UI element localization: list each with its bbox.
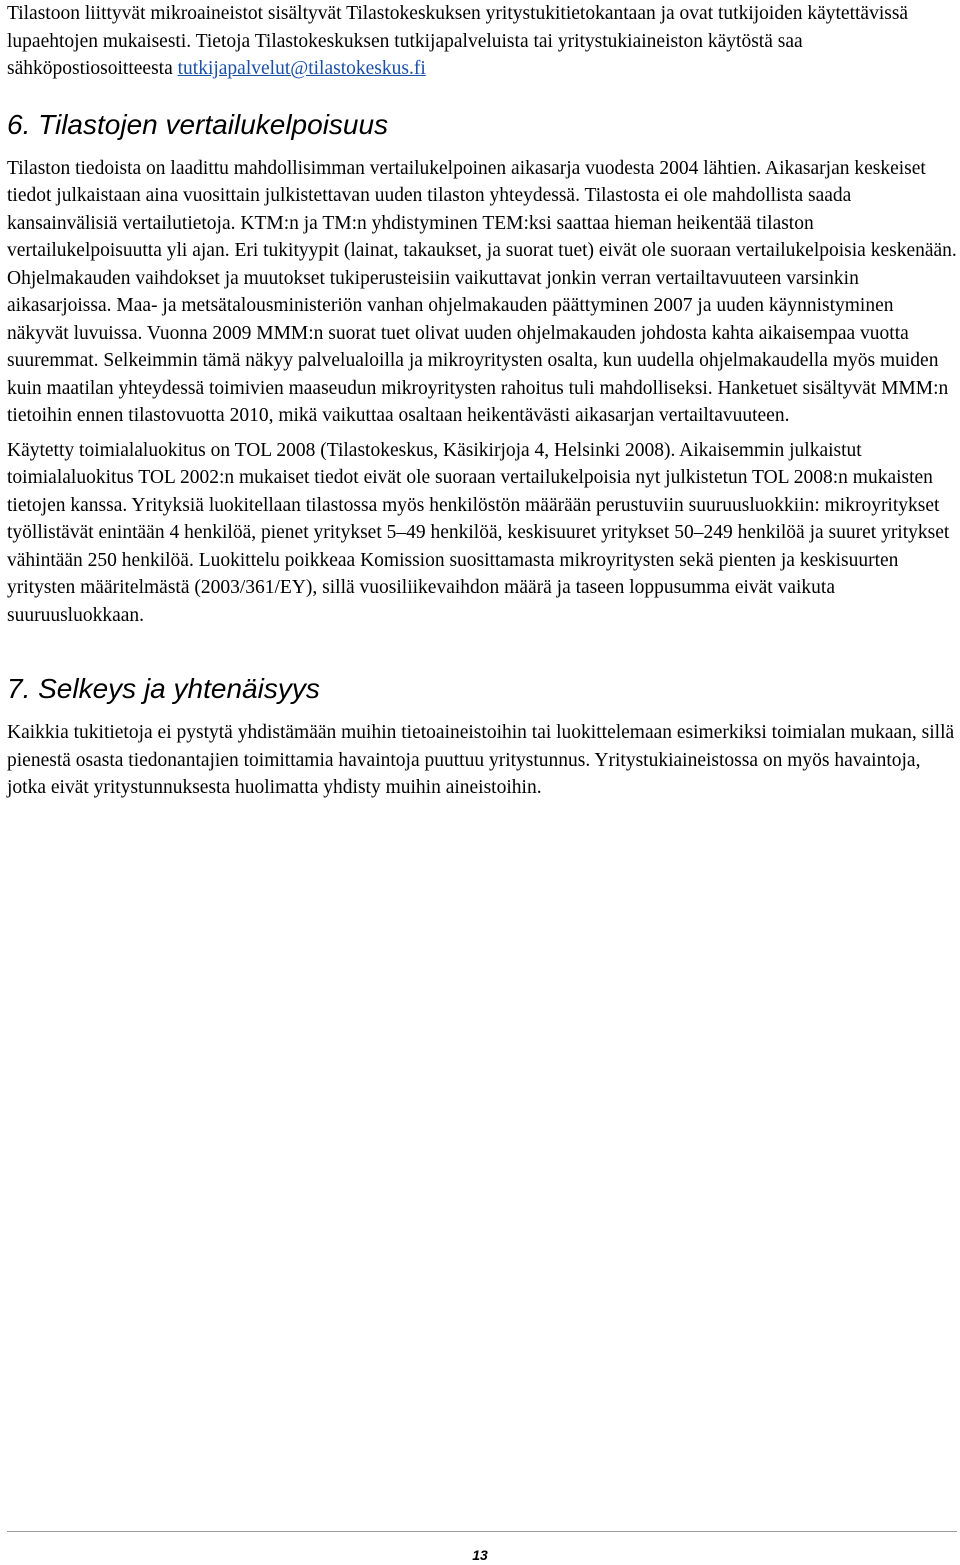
document-page [7,0,957,802]
footer-divider [7,1531,957,1532]
section-6-paragraph-2: Käytetty toimialaluokitus on TOL 2008 (Tilastokeskus, Käsikirjoja 4, Helsinki 2008). Aikaisemmin julkaistut toimialaluokitus TOL 2002:n mukaiset tiedot eivät ole suoraan vertailukelpoisia nyt julkistetun TOL 2008:n mukaisten tietojen kanssa. Yrityksiä luokitellaan tilastossa myös henkilöstön määrään perustuviin suuruusluokkiin: mikroyritykset työllistävät enintään 4 henkilöä, pienet yritykset 5–49 henkilöä, keskisuuret yritykset 50–249 henkilöä ja suuret yritykset vähintään 250 henkilöä. Luokittelu poikkeaa Komission suosittamasta mikroyritysten sekä pienten ja keskisuurten yritysten määritelmästä (2003/361/EY), sillä vuosiliikevaihdon määrä ja taseen loppusumma eivät vaikuta suuruusluokkaan. [7,439,950,626]
page-number: 13 [472,1547,488,1563]
section-7-paragraph-1: Kaikkia tukitietoja ei pystytä yhdistämään muihin tietoaineistoihin tai luokittelemaan esimerkiksi toimialan mukaan, sillä pienestä osasta tiedonantajien toimittamia havaintoja puuttuu yritystunnus. Yritystukiaineistossa on myös havaintoja, jotka eivät yritystunnuksesta huolimatta yhdisty muihin aineistoihin. [7,722,955,798]
intro-text: Tilastoon liittyvät mikroaineistot sisältyvät Tilastokeskuksen yritystukitietokantaan ja ovat tutkijoiden käytettävissä lupaehtojen mukaisesti. Tietoja Tilastokeskuksen tutkijapalveluista tai yritystukiaineiston käytöstä saa sähköpostiosoitteesta [7,3,909,79]
section-7-heading: 7. Selkeys ja yhtenäisyys [7,673,320,704]
intro-paragraph [7,0,957,83]
section-6-paragraph-1: Tilaston tiedoista on laadittu mahdollisimman vertailukelpoinen aikasarja vuodesta 2004 lähtien. Aikasarjan keskeiset tiedot julkaistaan aina vuosittain julkistettavan uuden tilaston yhteydessä. Tilastosta ei ole mahdollista saada kansainvälisiä vertailutietoja. KTM:n ja TM:n yhdistyminen TEM:ksi saattaa hieman heikentää tilaston vertailukelpoisuutta yli ajan. Eri tukityypit (lainat, takaukset, ja suorat tuet) eivät ole suoraan vertailukelpoisia keskenään. Ohjelmakauden vaihdokset ja muutokset tukiperusteisiin vaikuttavat jonkin verran vertailtavuuteen varsinkin aikasarjoissa. Maa- ja metsätalousministeriön vanhan ohjelmakauden päättyminen 2007 ja uuden käynnistyminen näkyvät luvuissa. Vuonna 2009 MMM:n suorat tuet olivat uuden ohjelmakauden johdosta kahta aikaisempaa vuotta suuremmat. Selkeimmin tämä näkyy palvelualoilla ja mikroyritysten osalta, kun uudella ohjelmakaudella myös muiden kuin maatilan yhteydessä toimivien maaseudun mikroyritysten rahoitus tuli mahdolliseksi. Hanketuet sisältyvät MMM:n tietoihin ennen tilastovuotta 2010, mikä vaikuttaa osaltaan heikentävästi aikasarjan vertailtavuuteen. [7,157,957,426]
section-6-heading: 6. Tilastojen vertailukelpoisuus [7,108,389,140]
email-link[interactable]: tutkijapalvelut@tilastokeskus.fi [177,58,426,79]
